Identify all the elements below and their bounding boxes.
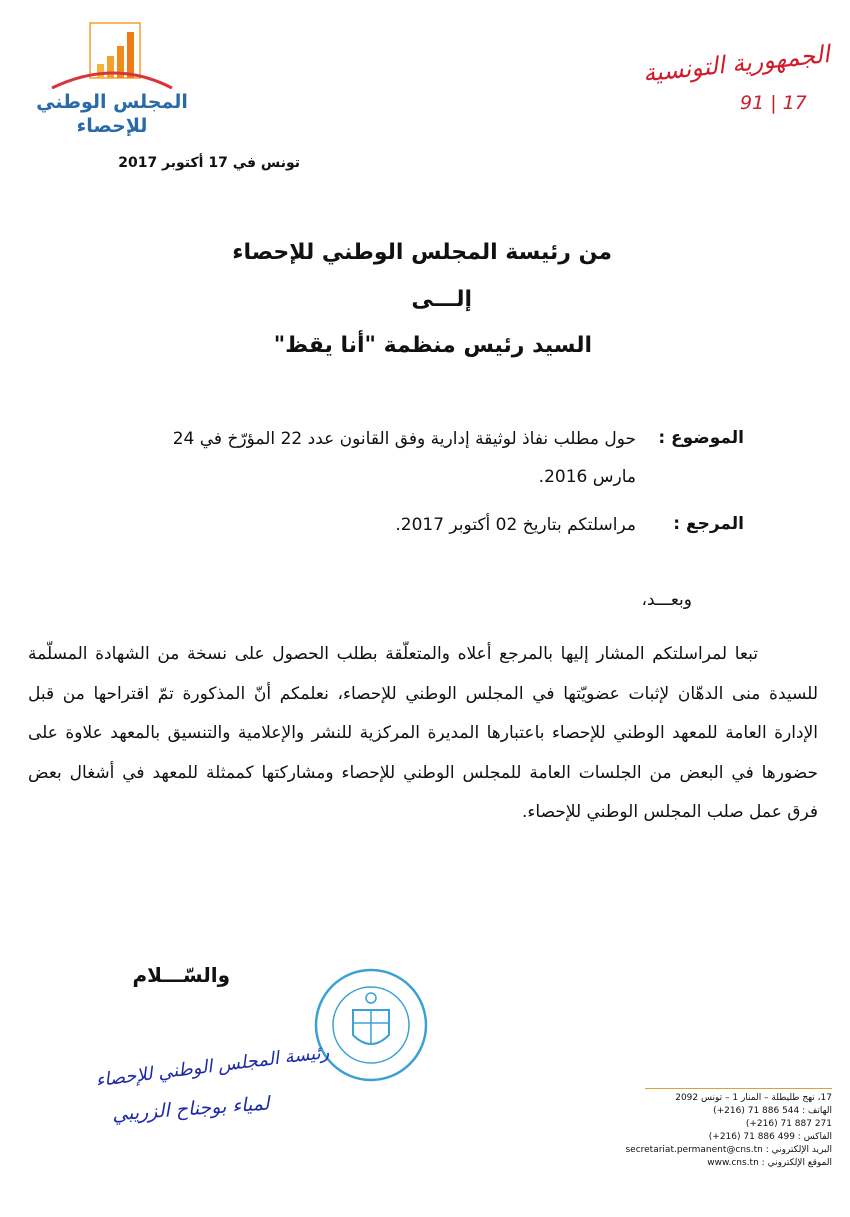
footer-email-label: البريد الإلكتروني : <box>765 1145 832 1155</box>
footer-contact <box>620 1092 832 1170</box>
handwritten-number: 91 | 17 <box>740 92 807 114</box>
footer-phone1: (+216) 71 886 544 <box>713 1106 800 1116</box>
signature-title: رئيسة المجلس الوطني للإحصاء <box>94 1041 331 1092</box>
org-name <box>22 90 202 138</box>
signature-name: لمياء بوجناح الزريبي <box>111 1092 271 1126</box>
footer-fax-row <box>620 1131 832 1144</box>
subject-text: حول مطلب نفاذ لوثيقة إدارية وفق القانون عدد 22 المؤرّخ في 24 مارس 2016. <box>172 429 636 487</box>
to-word: إلـــى <box>411 287 472 312</box>
org-name-line2: للإحصاء <box>76 115 148 137</box>
footer-phone2: (+216) 71 887 271 <box>745 1119 832 1129</box>
stamp-seal-icon <box>305 965 435 1085</box>
reference-label: المرجع : <box>673 514 744 534</box>
footer-divider <box>645 1088 832 1089</box>
footer-address: 17، نهج طليطلة – المنار 1 – تونس 2092 <box>675 1093 832 1103</box>
bar-chart-logo-icon <box>22 18 212 93</box>
handwritten-header: الجمهورية التونسية <box>641 40 831 88</box>
footer-web-label: الموقع الإلكتروني : <box>761 1158 832 1168</box>
org-name-line1: المجلس الوطني <box>36 91 188 113</box>
footer-fax-label: الفاكس : <box>797 1132 832 1142</box>
greeting: وبعـــد، <box>641 590 692 610</box>
official-stamp <box>305 965 435 1085</box>
date-line: تونس في 17 أكتوبر 2017 <box>118 155 300 171</box>
to-line: السيد رئيس منظمة "أنا يقظ" <box>273 333 592 358</box>
body-paragraph: تبعا لمراسلتكم المشار إليها بالمرجع أعلاه والمتعلّقة بطلب الحصول على نسخة من الشهادة المسلّمة للسيدة منى الدهّان لإثبات عضويّتها في المجلس الوطني للإحصاء، نعلمكم أنّ المذكورة تمّ اقتراحها من قبل الإدارة العامة للمعهد الوطني للإحصاء باعتبارها المديرة المركزية للنشر والإعلامية والتنسيق بالمعهد علاوة على حضورها في البعض من الجلسات العامة للمجلس الوطني للإحصاء ومشاركتها كممثلة للمعهد في أشغال بعض فرق عمل صلب المجلس الوطني للإحصاء. <box>28 644 818 822</box>
footer-fax: (+216) 71 886 499 <box>708 1132 795 1142</box>
footer-phone2-row <box>620 1118 832 1131</box>
footer-web[interactable]: www.cns.tn <box>707 1158 759 1168</box>
from-line: من رئيسة المجلس الوطني للإحصاء <box>232 240 612 265</box>
footer-email-row <box>620 1144 832 1157</box>
closing: والسّـــلام <box>132 963 230 987</box>
reference-text: مراسلتكم بتاريخ 02 أكتوبر 2017. <box>395 515 636 535</box>
footer-phone-row <box>620 1105 832 1118</box>
footer-phone-label: الهاتف : <box>802 1106 832 1116</box>
footer-email[interactable]: secretariat.permanent@cns.tn <box>625 1145 763 1155</box>
subject-label: الموضوع : <box>658 428 744 448</box>
letterhead-logo <box>22 18 212 138</box>
footer-web-row <box>620 1157 832 1170</box>
